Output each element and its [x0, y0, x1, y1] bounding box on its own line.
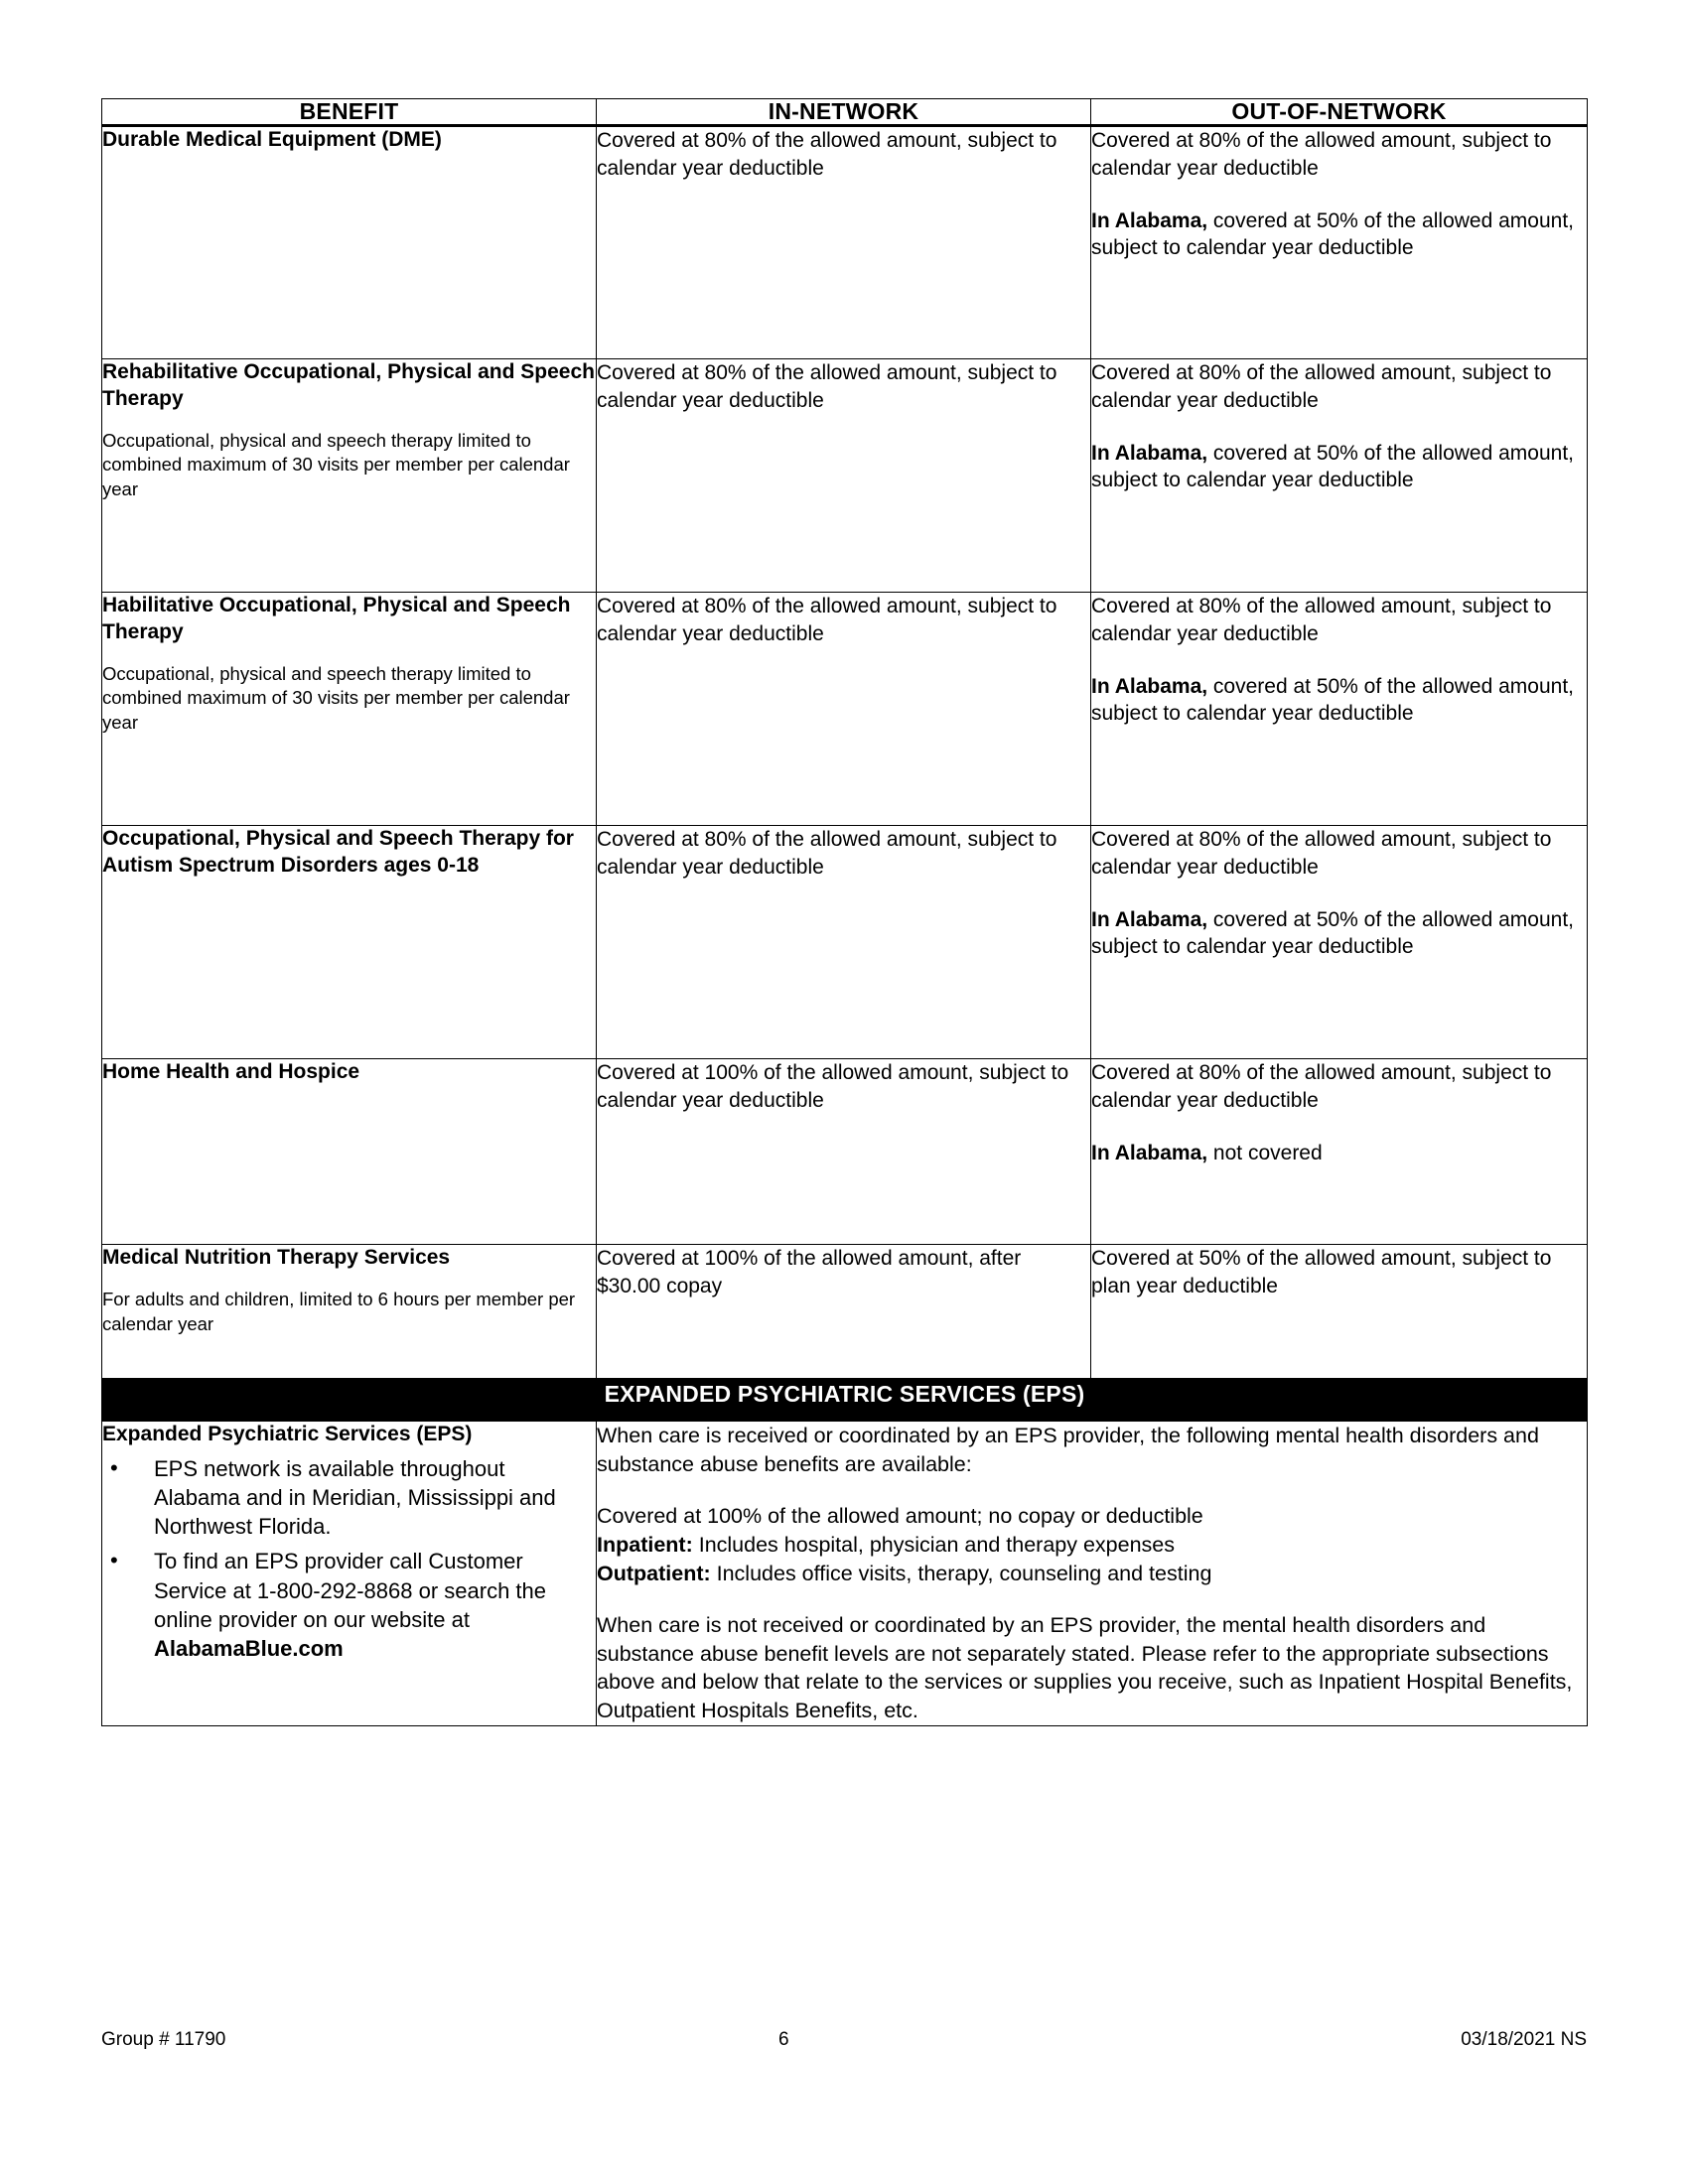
inpatient-label: Inpatient: [597, 1533, 693, 1558]
benefit-cell [102, 826, 597, 1059]
list-item-text: EPS network is available throughout Alabama and in Meridian, Mississippi and Northwest Florida. [154, 1455, 556, 1540]
alabama-detail: covered at 50% of the allowed amount, subject to calendar year deductible [1091, 208, 1574, 260]
in-network-text: Covered at 80% of the allowed amount, subject to calendar year deductible [597, 828, 1057, 879]
table-row [102, 359, 1588, 593]
out-of-network-text: Covered at 80% of the allowed amount, subject to calendar year deductible [1091, 129, 1552, 180]
table-body [102, 126, 1588, 1725]
in-network-cell [597, 359, 1091, 593]
alabama-detail: covered at 50% of the allowed amount, subject to calendar year deductible [1091, 907, 1574, 959]
alabama-detail: covered at 50% of the allowed amount, subject to calendar year deductible [1091, 674, 1574, 726]
table-header-row [102, 99, 1588, 126]
table-header [102, 99, 1588, 126]
out-of-network-cell [1091, 1059, 1588, 1245]
in-network-cell [597, 1059, 1091, 1245]
footer-page-number: 6 [778, 2029, 789, 2050]
out-of-network-alabama-note [1091, 673, 1587, 728]
out-of-network-text: Covered at 80% of the allowed amount, subject to calendar year deductible [1091, 828, 1552, 879]
in-network-text: Covered at 80% of the allowed amount, subject to calendar year deductible [597, 361, 1057, 412]
out-of-network-cell [1091, 1245, 1588, 1380]
outpatient-label: Outpatient: [597, 1561, 711, 1585]
inpatient-detail: Includes hospital, physician and therapy expenses [692, 1533, 1176, 1558]
out-of-network-text: Covered at 80% of the allowed amount, subject to calendar year deductible [1091, 361, 1552, 412]
alabama-label: In Alabama, [1091, 208, 1208, 232]
section-banner-row [102, 1380, 1588, 1422]
table-row [102, 593, 1588, 826]
alabama-label: In Alabama, [1091, 907, 1208, 931]
in-network-cell [597, 126, 1091, 359]
out-of-network-alabama-note [1091, 906, 1587, 961]
bullet-icon: • [110, 1548, 118, 1573]
out-of-network-cell [1091, 126, 1588, 359]
benefit-title: Durable Medical Equipment (DME) [102, 128, 442, 152]
list-item [102, 1547, 596, 1663]
benefit-subtext: Occupational, physical and speech therapy limited to combined maximum of 30 visits per member per calendar year [102, 429, 570, 499]
outpatient-detail: Includes office visits, therapy, counseling and testing [710, 1561, 1212, 1585]
column-header-out-of-network: OUT-OF-NETWORK [1091, 99, 1588, 126]
eps-left-cell [102, 1422, 597, 1725]
page-footer [101, 2029, 1587, 2051]
section-banner-eps: EXPANDED PSYCHIATRIC SERVICES (EPS) [102, 1380, 1588, 1422]
table-row [102, 826, 1588, 1059]
in-network-cell [597, 1245, 1091, 1380]
benefit-title: Habilitative Occupational, Physical and Speech Therapy [102, 594, 571, 643]
benefits-table [101, 98, 1588, 1726]
table-row [102, 1059, 1588, 1245]
eps-heading: Expanded Psychiatric Services (EPS) [102, 1423, 473, 1446]
out-of-network-text: Covered at 80% of the allowed amount, subject to calendar year deductible [1091, 595, 1552, 645]
benefit-title: Home Health and Hospice [102, 1060, 360, 1084]
list-item [102, 1454, 596, 1542]
table-row [102, 126, 1588, 359]
out-of-network-text: Covered at 80% of the allowed amount, subject to calendar year deductible [1091, 1061, 1552, 1112]
eps-outpatient-line [597, 1560, 1587, 1588]
eps-bullet-list [102, 1454, 596, 1664]
benefit-subtext: Occupational, physical and speech therapy limited to combined maximum of 30 visits per member per calendar year [102, 662, 570, 733]
out-of-network-cell [1091, 359, 1588, 593]
out-of-network-cell [1091, 826, 1588, 1059]
alabama-label: In Alabama, [1091, 441, 1208, 465]
in-network-text: Covered at 100% of the allowed amount, after $30.00 copay [597, 1247, 1022, 1297]
benefit-cell [102, 359, 597, 593]
in-network-text: Covered at 80% of the allowed amount, subject to calendar year deductible [597, 129, 1057, 180]
benefit-cell [102, 593, 597, 826]
in-network-text: Covered at 80% of the allowed amount, subject to calendar year deductible [597, 595, 1057, 645]
out-of-network-alabama-note [1091, 207, 1587, 262]
eps-inpatient-line [597, 1531, 1587, 1560]
benefit-cell [102, 1059, 597, 1245]
eps-not-coordinated-paragraph: When care is not received or coordinated by an EPS provider, the mental health disorders and substance abuse benefit levels are not separately stated. Please refer to the appropriate subsections above and below that relate to the services or supplies you receive, such as Inpatient Hospital Benefits, Outpatient Hospitals Benefits, etc. [597, 1613, 1573, 1723]
eps-covered-line: Covered at 100% of the allowed amount; no copay or deductible [597, 1504, 1203, 1529]
benefit-title: Occupational, Physical and Speech Therapy for Autism Spectrum Disorders ages 0-18 [102, 827, 574, 877]
footer-revision-date: 03/18/2021 NS [1461, 2029, 1587, 2050]
bullet-icon: • [110, 1454, 118, 1480]
out-of-network-alabama-note [1091, 1140, 1587, 1166]
in-network-cell [597, 826, 1091, 1059]
alabama-detail: covered at 50% of the allowed amount, subject to calendar year deductible [1091, 441, 1574, 492]
eps-right-cell [597, 1422, 1588, 1725]
alabama-detail: not covered [1207, 1141, 1323, 1164]
in-network-text: Covered at 100% of the allowed amount, subject to calendar year deductible [597, 1061, 1069, 1112]
footer-group-number: Group # 11790 [101, 2029, 226, 2050]
table-row [102, 1245, 1588, 1380]
column-header-benefit: BENEFIT [102, 99, 597, 126]
website-link[interactable]: AlabamaBlue.com [154, 1636, 344, 1662]
out-of-network-cell [1091, 593, 1588, 826]
in-network-cell [597, 593, 1091, 826]
benefit-cell [102, 1245, 597, 1380]
column-header-in-network: IN-NETWORK [597, 99, 1091, 126]
benefit-subtext: For adults and children, limited to 6 hours per member per calendar year [102, 1288, 576, 1334]
alabama-label: In Alabama, [1091, 674, 1208, 698]
benefit-title: Medical Nutrition Therapy Services [102, 1246, 451, 1270]
list-item-text: To find an EPS provider call Customer Service at 1-800-292-8868 or search the online provider on our website at [154, 1549, 547, 1632]
benefit-cell [102, 126, 597, 359]
out-of-network-text: Covered at 50% of the allowed amount, subject to plan year deductible [1091, 1247, 1552, 1297]
alabama-label: In Alabama, [1091, 1141, 1208, 1164]
eps-content-row [102, 1422, 1588, 1725]
out-of-network-alabama-note [1091, 440, 1587, 494]
eps-intro-paragraph: When care is received or coordinated by an EPS provider, the following mental health disorders and substance abuse benefits are available: [597, 1424, 1539, 1476]
benefit-title: Rehabilitative Occupational, Physical and Speech Therapy [102, 360, 595, 410]
